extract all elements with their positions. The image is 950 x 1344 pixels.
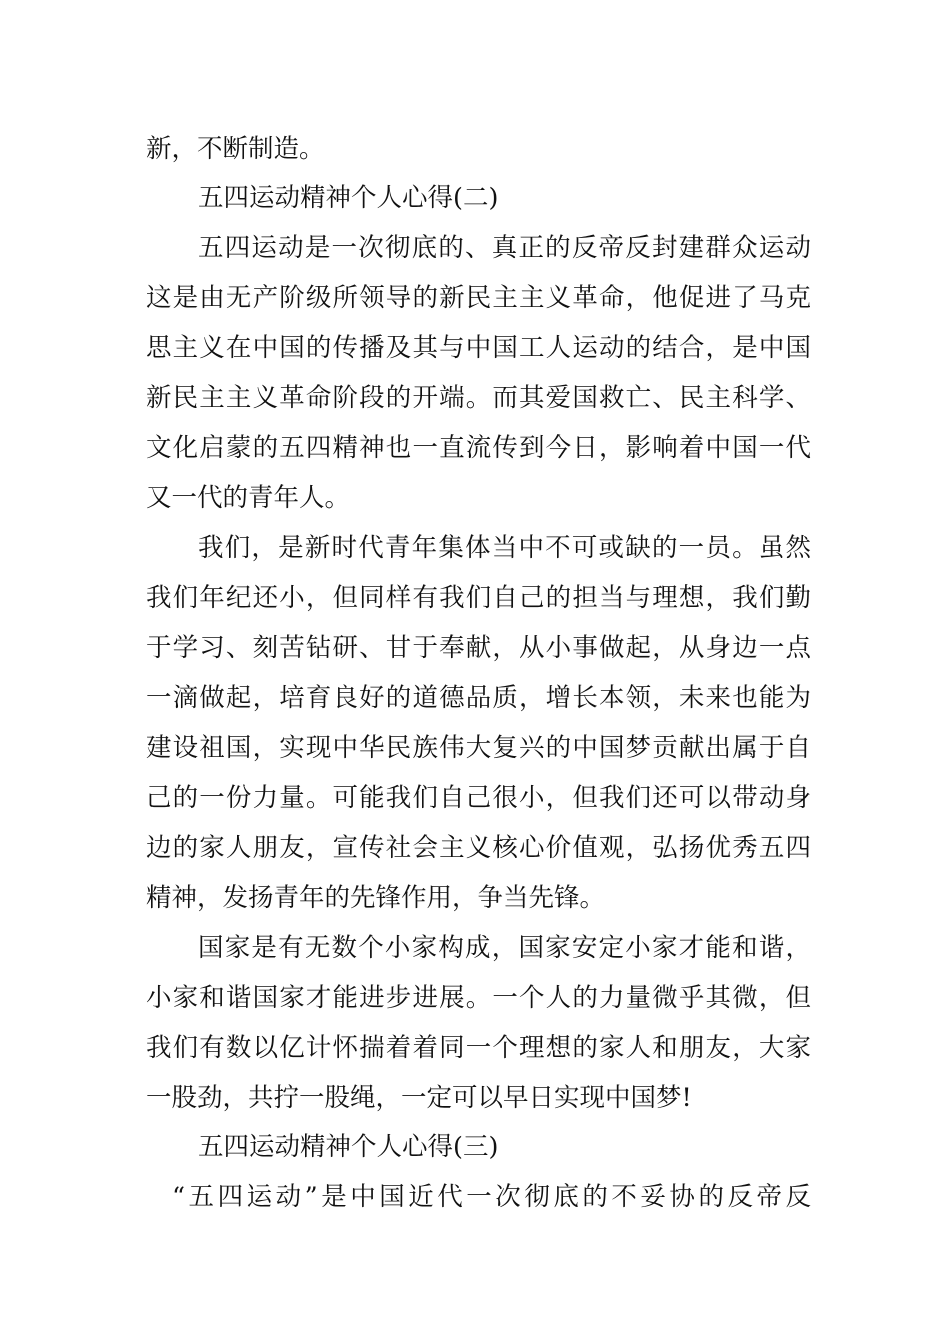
text-line: 边的家人朋友，宣传社会主义核心价值观，弘扬优秀五四 (146, 833, 811, 863)
text-line: 新民主主义革命阶段的开端。而其爱国救亡、民主科学、 (146, 383, 811, 413)
section-heading: 五四运动精神个人心得(二) (198, 183, 499, 213)
text-line: 新，不断制造。 (146, 134, 325, 164)
text-line: 建设祖国，实现中华民族伟大复兴的中国梦贡献出属于自 (146, 733, 811, 763)
text-line: 一滴做起，培育良好的道德品质，增长本领，未来也能为 (146, 683, 811, 713)
text-line: 我们年纪还小，但同样有我们自己的担当与理想，我们勤 (146, 583, 811, 613)
text-line: “五四运动”是中国近代一次彻底的不妥协的反帝反 (172, 1182, 811, 1212)
text-line: 于学习、刻苦钻研、甘于奉献，从小事做起，从身边一点 (146, 633, 811, 663)
text-line: 一股劲，共拧一股绳，一定可以早日实现中国梦! (146, 1083, 692, 1113)
text-line: 己的一份力量。可能我们自己很小，但我们还可以带动身 (146, 783, 811, 813)
text-line: 国家是有无数个小家构成，国家安定小家才能和谐， (198, 933, 811, 963)
text-line: 小家和谐国家才能进步进展。一个人的力量微乎其微，但 (146, 983, 811, 1013)
text-line: 又一代的青年人。 (146, 483, 351, 513)
text-line: 文化启蒙的五四精神也一直流传到今日，影响着中国一代 (146, 433, 811, 463)
text-line: 这是由无产阶级所领导的新民主主义革命，他促进了马克 (146, 283, 811, 313)
text-line: 思主义在中国的传播及其与中国工人运动的结合，是中国 (146, 333, 811, 363)
text-line: 五四运动是一次彻底的、真正的反帝反封建群众运动 (198, 233, 811, 263)
text-line: 精神，发扬青年的先锋作用，争当先锋。 (146, 883, 606, 913)
text-line: 我们有数以亿计怀揣着着同一个理想的家人和朋友，大家 (146, 1033, 811, 1063)
text-line: 我们，是新时代青年集体当中不可或缺的一员。虽然 (198, 533, 811, 563)
section-heading: 五四运动精神个人心得(三) (198, 1132, 499, 1162)
